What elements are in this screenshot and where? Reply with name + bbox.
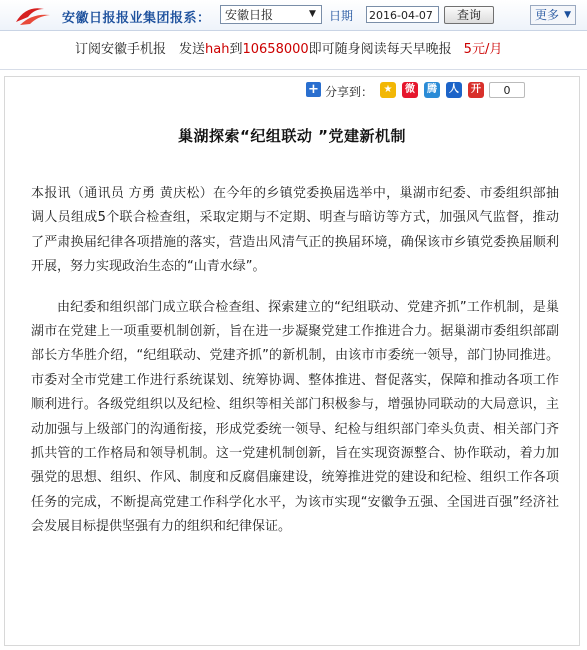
promo-to: 到 bbox=[229, 42, 243, 57]
qzone-icon[interactable]: ★ bbox=[380, 82, 396, 98]
paper-select[interactable] bbox=[220, 5, 322, 24]
promo-price: 5元/月 bbox=[463, 42, 503, 57]
date-label: 日期 bbox=[329, 9, 354, 23]
article-body bbox=[5, 182, 579, 540]
promo-prefix: 订阅安徽手机报 发送 bbox=[75, 42, 206, 57]
more-button[interactable] bbox=[530, 5, 576, 25]
subscription-promo[interactable] bbox=[0, 31, 587, 70]
paper-select-value: 安徽日报 bbox=[225, 8, 274, 22]
share-plus-icon[interactable]: + bbox=[306, 82, 321, 97]
weibo-icon[interactable]: 微 bbox=[402, 82, 418, 98]
promo-number: 10658000 bbox=[242, 42, 309, 57]
chevron-down-icon[interactable]: ▼ bbox=[309, 9, 316, 19]
top-bar bbox=[0, 0, 587, 31]
chevron-down-icon: ▼ bbox=[564, 10, 571, 20]
share-label: 分享到： bbox=[325, 85, 374, 99]
promo-code: hah bbox=[205, 42, 230, 57]
site-title: 安徽日报报业集团报系： bbox=[62, 11, 211, 26]
article-paragraph: 由纪委和组织部门成立联合检查组、探索建立的“纪组联动、党建齐抓”工作机制，是巢湖市在党建上一项重要机制创新，旨在进一步凝聚党建工作推进合力。据巢湖市委组织部副部长方华胜介绍，“纪组联动、党建齐抓”的新机制，由该市市委统一领导，部门协同推进。市委对全市党建工作进行系统谋划、统筹协调、整体推进、督促落实，保障和推动各项工作顺利进行。各级党组织以及纪检、组织等相关部门积极参与，增强协同联动的大局意识，主动加强与上级部门的沟通衔接，形成党委统一领导、纪检与组织部门牵头负责、相关部门齐抓共管的工作格局和领导机制。这一党建机制创新，旨在实现资源整合、协作联动，着力加强党的思想、组织、作风、制度和反腐倡廉建设，统筹推进党的建设和纪检、组织工作各项任务的完成，不断提高党建工作科学化水平，为该市实现“安徽争五强、全国进百强”经济社会发展目标提供坚强有力的组织和纪律保证。 bbox=[31, 299, 559, 535]
query-button[interactable]: 查询 bbox=[444, 6, 494, 24]
more-label: 更多 bbox=[535, 8, 560, 22]
anhui-daily-logo-icon[interactable] bbox=[14, 3, 52, 27]
article-title: 巢湖探索“纪组联动 ”党建新机制 bbox=[178, 127, 406, 145]
tencent-weibo-icon[interactable]: 腾 bbox=[424, 82, 440, 98]
renren-icon[interactable]: 人 bbox=[446, 82, 462, 98]
date-input[interactable]: 2016-04-07 bbox=[366, 6, 439, 23]
share-bar bbox=[5, 77, 579, 103]
promo-suffix: 即可随身阅读每天早晚报 bbox=[308, 42, 452, 57]
kaixin-icon[interactable]: 开 bbox=[468, 82, 484, 98]
article-container bbox=[4, 76, 580, 646]
article-paragraph: 本报讯（通讯员 方勇 黄庆松）在今年的乡镇党委换届选举中，巢湖市纪委、市委组织部抽调人员组成5个联合检查组，采取定期与不定期、明查与暗访等方式，加强风气监督，推动了严肃换届纪律各项措施的落实，营造出风清气正的换届环境，确保该市乡镇党委换届顺利开展，努力实现政治生态的“山青水绿”。 bbox=[31, 186, 559, 275]
share-count: 0 bbox=[489, 82, 525, 98]
